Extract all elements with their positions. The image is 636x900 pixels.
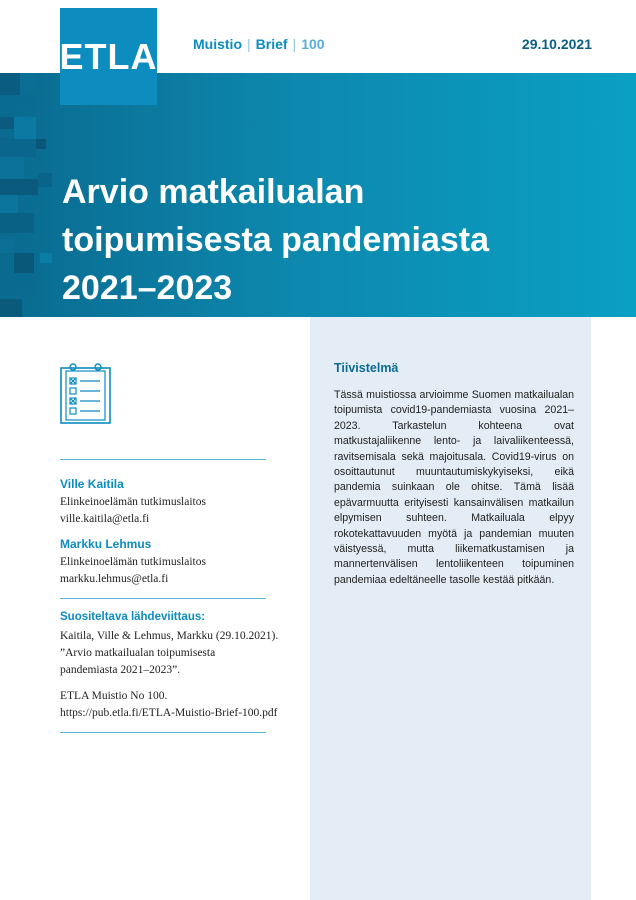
citation-url[interactable]: https://pub.etla.fi/ETLA-Muistio-Brief-100.pdf	[60, 707, 278, 719]
author-email[interactable]: markku.lehmus@etla.fi	[60, 573, 169, 585]
divider	[60, 459, 266, 460]
series-label: Muistio	[193, 36, 242, 52]
summary-heading: Tiivistelmä	[334, 361, 399, 375]
publication-number: 100	[301, 36, 325, 52]
author-name: Ville Kaitila	[60, 477, 124, 491]
page-title: Arvio matkailualan toipumisesta pandemiasta 2021–2023	[62, 173, 490, 307]
author-email[interactable]: ville.kaitila@etla.fi	[60, 513, 150, 525]
citation-series: ETLA Muistio No 100.	[60, 690, 168, 702]
author-affiliation: Elinkeinoelämän tutkimuslaitos	[60, 496, 206, 508]
checklist-icon	[60, 362, 111, 424]
series-label-en: Brief	[255, 36, 288, 52]
citation-heading: Suositeltava lähdeviittaus:	[60, 611, 206, 623]
publication-date: 29.10.2021	[521, 36, 592, 52]
citation-line: Kaitila, Ville & Lehmus, Markku (29.10.2021).	[60, 630, 279, 642]
summary-text: Tässä muistiossa arvioimme Suomen matkailualan toipumista covid19-pandemiasta vuosina 2021–2023. Tarkastelun kohteena ovat matkustajaliikenne lento- ja laivaliikenteessä, ravitsemisala sekä majoitusala. Covid19-virus on osoittautunut muuntautumiskykyiseksi, eikä pandemia suinkaan ole ohitse. Tämä lisää epävarmuutta erityisesti kansainvälisen matkailun elpymisen suhteen. Matkailuala elpyy rokotekattavuuden myötä ja pandemian muuten väistyessä, mutta liikematkustamisen ja mannertenvälisen lentoliikenteen toipuminen pandemiaa edeltäneelle tasolle kestää pitkään.	[334, 389, 574, 586]
summary-panel	[310, 317, 591, 900]
author-affiliation: Elinkeinoelämän tutkimuslaitos	[60, 556, 206, 568]
divider	[60, 732, 266, 733]
divider	[60, 598, 266, 599]
etla-logo: ETLA	[60, 8, 157, 105]
publication-series: Muistio | Brief | 100	[193, 36, 325, 52]
citation-line: pandemiasta 2021–2023”.	[60, 664, 181, 676]
author-name: Markku Lehmus	[60, 537, 152, 551]
citation-line: ”Arvio matkailualan toipumisesta	[60, 647, 216, 659]
